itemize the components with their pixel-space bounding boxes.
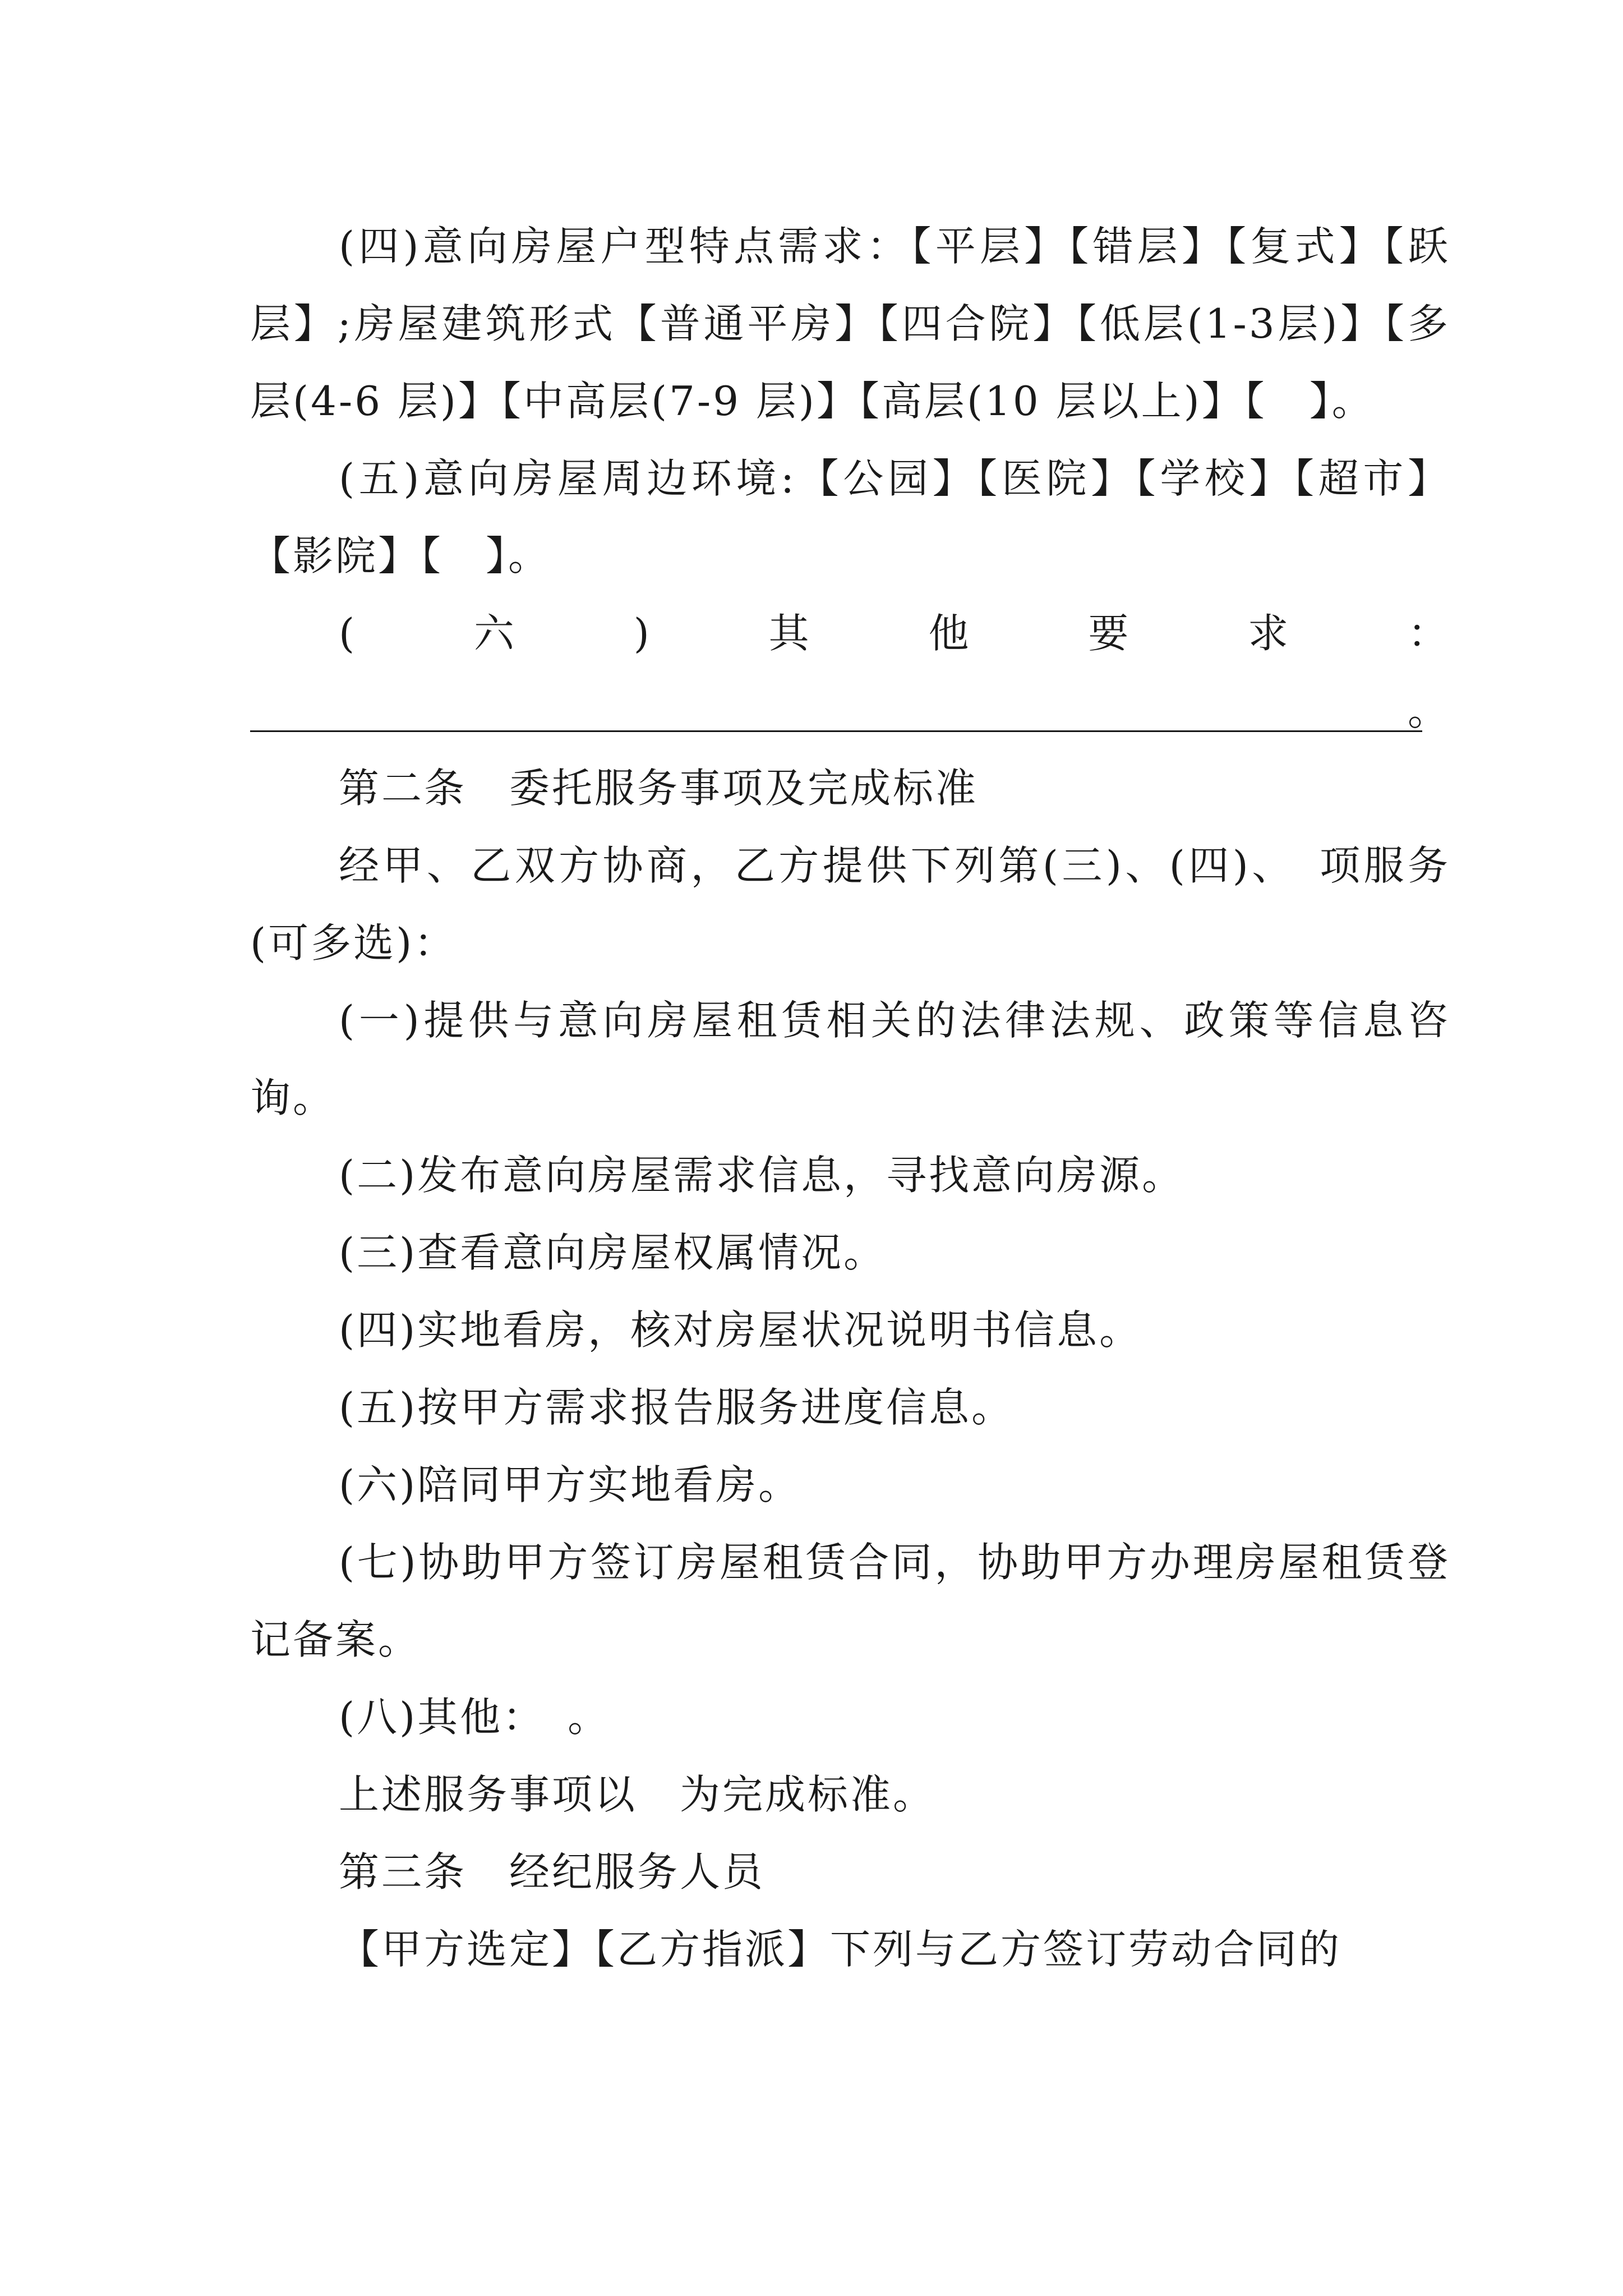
- service-item-7: (七)协助甲方签订房屋租赁合同，协助甲方办理房屋租赁登记备案。: [250, 1539, 1450, 1663]
- service-item-4: (四)实地看房，核对房屋状况说明书信息。: [339, 1306, 1142, 1354]
- document-body: [250, 208, 1450, 1988]
- clause-6-other-requirements: ( 六 ) 其 他 要 求 ：: [339, 610, 1450, 657]
- blank-underline: [250, 730, 1422, 732]
- clause-4-layout-requirements: (四)意向房屋户型特点需求：【平层】【错层】【复式】【跃层】;房屋建筑形式【普通平房】【四合院】【低层(1-3层)】【多层(4-6 层)】【中高层(7-9 层)】【高层(10 层以上)】【 】。: [250, 223, 1450, 425]
- service-item-6: (六)陪同甲方实地看房。: [339, 1461, 801, 1508]
- completion-standard: 上述服务事项以 为完成标准。: [339, 1771, 936, 1818]
- service-item-8: (八)其他： 。: [339, 1694, 611, 1741]
- article-2-heading: 第二条 委托服务事项及完成标准: [339, 765, 979, 812]
- article-3-heading: 第三条 经纪服务人员: [339, 1848, 766, 1895]
- service-item-1: (一)提供与意向房屋租赁相关的法律法规、政策等信息咨询。: [250, 997, 1450, 1121]
- blank-line-period: 。: [1407, 687, 1450, 734]
- clause-5-surroundings: (五)意向房屋周边环境:【公园】【医院】【学校】【超市】【影院】【 】。: [250, 455, 1450, 579]
- article-3-body: 【甲方选定】【乙方指派】下列与乙方签订劳动合同的: [339, 1926, 1342, 1973]
- service-item-5: (五)按甲方需求报告服务进度信息。: [339, 1384, 1015, 1431]
- service-item-3: (三)查看意向房屋权属情况。: [339, 1229, 887, 1276]
- service-item-2: (二)发布意向房屋需求信息，寻找意向房源。: [339, 1152, 1185, 1199]
- article-2-intro: 经甲、乙双方协商，乙方提供下列第(三)、(四)、 项服务(可多选)：: [250, 842, 1450, 967]
- fill-in-blank-line: [250, 672, 1450, 749]
